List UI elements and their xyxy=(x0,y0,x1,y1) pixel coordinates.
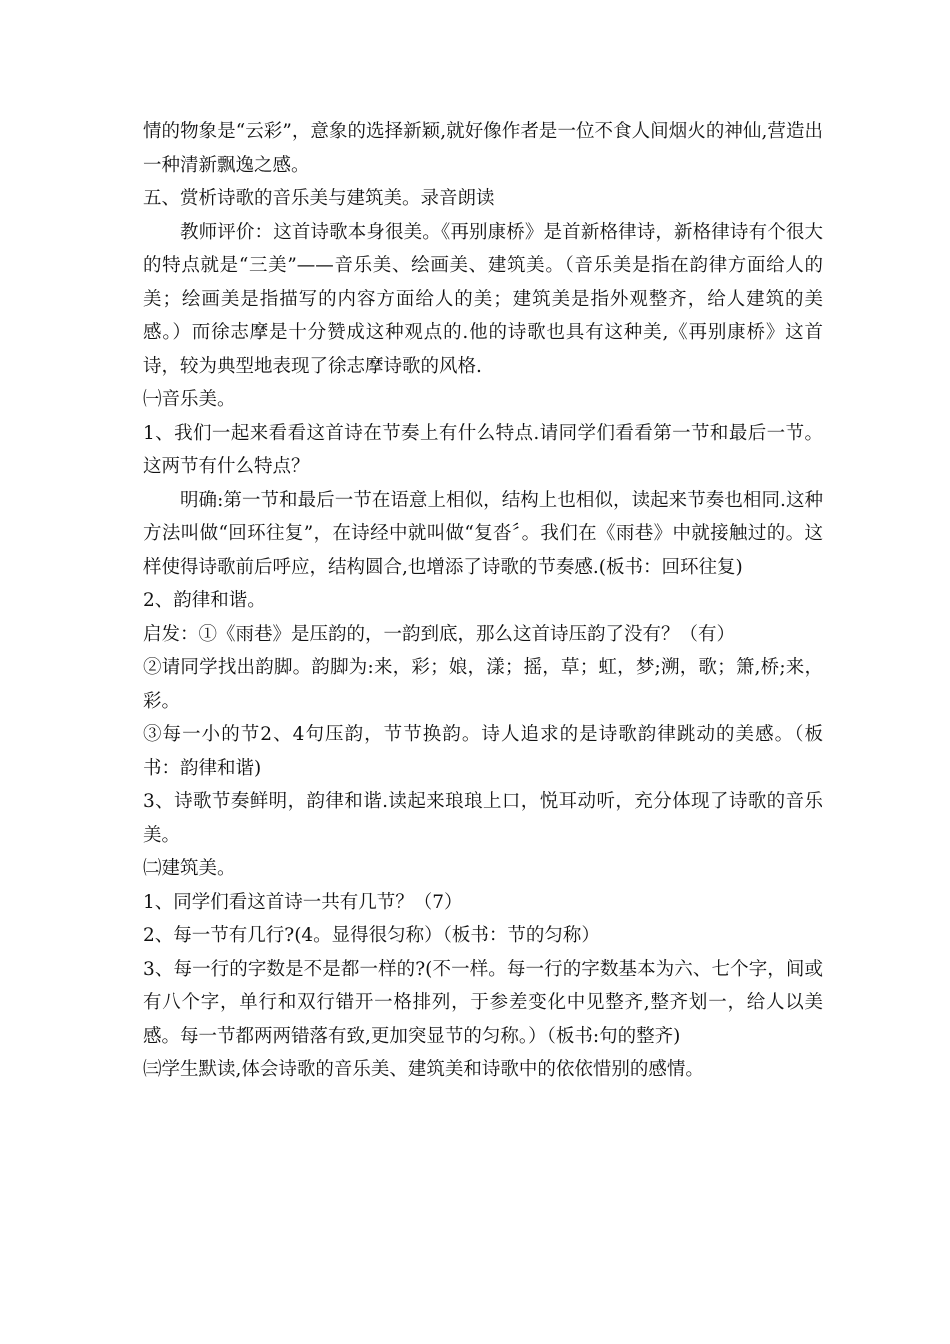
paragraph: 明确:第一节和最后一节在语意上相似，结构上也相似，读起来节奏也相同.这种方法叫做“回环往复”，在诗经中就叫做“复沓〞。我们在《雨巷》中就接触过的。这样使得诗歌前后呼应，结构圆合,也增添了诗歌的节奏感.(板书：回环往复) xyxy=(143,489,823,578)
paragraph: 启发：①《雨巷》是压韵的，一韵到底，那么这首诗压韵了没有？（有） xyxy=(143,623,736,645)
paragraph: ②请同学找出韵脚。韵脚为:来，彩；娘，漾；摇，草；虹，梦;溯，歌；箫,桥;来，彩。 xyxy=(143,657,823,712)
paragraph: ③每一小的节2、4句压韵，节节换韵。诗人追求的是诗歌韵律跳动的美感。（板书：韵律和谐) xyxy=(143,724,823,779)
paragraph: 2、每一节有几行?(4。显得很匀称）（板书：节的匀称） xyxy=(143,925,600,946)
document-body xyxy=(143,115,823,1087)
paragraph: 2、韵律和谐。 xyxy=(143,590,266,611)
section-heading: 五、赏析诗歌的音乐美与建筑美。录音朗读 xyxy=(143,188,495,209)
paragraph: 情的物象是“云彩”，意象的选择新颖,就好像作者是一位不食人间烟火的神仙,营造出一种清新飘逸之感。 xyxy=(143,121,823,176)
paragraph: 1、我们一起来看看这首诗在节奏上有什么特点.请同学们看看第一节和最后一节。这两节有什么特点？ xyxy=(143,422,823,477)
paragraph: ㈢学生默读,体会诗歌的音乐美、建筑美和诗歌中的依依惜别的感情。 xyxy=(143,1059,704,1080)
paragraph: 3、诗歌节奏鲜明，韵律和谐.读起来琅琅上口，悦耳动听，充分体现了诗歌的音乐美。 xyxy=(143,791,823,846)
paragraph: 1、同学们看这首诗一共有几节？（7） xyxy=(143,891,463,913)
paragraph: 教师评价：这首诗歌本身很美。《再别康桥》是首新格律诗，新格律诗有个很大的特点就是“三美”——音乐美、绘画美、建筑美。（音乐美是指在韵律方面给人的美；绘画美是指描写的内容方面给人的美；建筑美是指外观整齐，给人建筑的美感。）而徐志摩是十分赞成这种观点的.他的诗歌也具有这种美,《再别康桥》这首诗，较为典型地表现了徐志摩诗歌的风格. xyxy=(143,221,823,377)
subsection-heading: ㈡建筑美。 xyxy=(143,858,236,879)
subsection-heading: ㈠音乐美。 xyxy=(143,389,236,410)
paragraph: 3、每一行的字数是不是都一样的?(不一样。每一行的字数基本为六、七个字，间或有八个字，单行和双行错开一格排列，于参差变化中见整齐,整齐划一，给人以美感。每一节都两两错落有致,更加突显节的匀称。）（板书:句的整齐) xyxy=(143,958,823,1047)
